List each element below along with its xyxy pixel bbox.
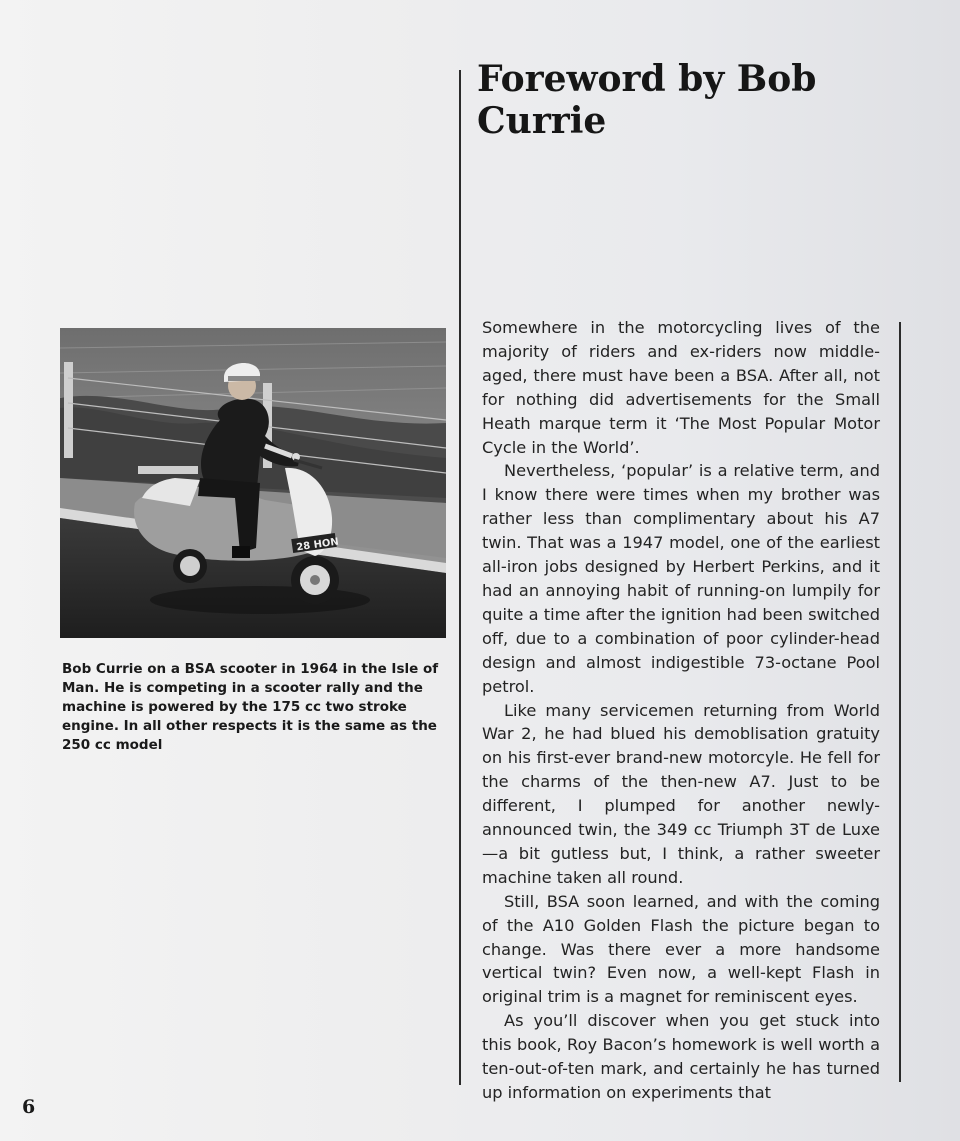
paragraph: Like many servicemen returning from World War 2, he had blued his demoblisation gratuity on his first-ever brand-new motorcyle. He fell for the charms of the then-new A7. Just to be different, I plumped for another newly-announced twin, the 349 cc Triumph 3T de Luxe—a bit gutless but, I think, a rather sweeter machine taken all round. xyxy=(482,700,880,887)
scooter-photo xyxy=(60,328,446,638)
photo-caption: Bob Currie on a BSA scooter in 1964 in the Isle of Man. He is competing in a scooter rally and the machine is powered by the 175 cc two stroke engine. In all other respects it is the same as the 250 cc model xyxy=(62,661,439,753)
page-title: Foreword by Bob Currie xyxy=(477,58,817,142)
text-margin-rule xyxy=(899,322,901,1082)
registration-plate: 28 HON xyxy=(295,536,340,554)
paragraph: Nevertheless, ‘popular’ is a relative term, and I know there were times when my brother was rather less than complimentary about his A7 twin. That was a 1947 model, one of the earliest all-iron jobs designed by Herbert Perkins, and it had an annoying habit of running-on lumpily for quite a time after the ignition had been switched off, due to a combination of poor cylinder-head design and almost indigestible 73-octane Pool petrol. xyxy=(482,461,880,696)
foreword-body xyxy=(482,316,880,1105)
column-divider-rule xyxy=(459,70,461,1085)
paragraph: As you’ll discover when you get stuck into this book, Roy Bacon’s homework is well worth a ten-out-of-ten mark, and certainly he has turned up information on experiments that xyxy=(482,1011,880,1102)
paragraph: Still, BSA soon learned, and with the coming of the A10 Golden Flash the picture began to change. Was there ever a more handsome vertical twin? Even now, a well-kept Flash in original trim is a magnet for reminiscent eyes. xyxy=(482,891,880,1007)
page-number: 6 xyxy=(22,1096,36,1118)
paragraph: Somewhere in the motorcycling lives of the majority of riders and ex-riders now middle-aged, there must have been a BSA. After all, not for nothing did advertisements for the Small Heath marque term it ‘The Most Popular Motor Cycle in the World’. xyxy=(482,318,880,457)
